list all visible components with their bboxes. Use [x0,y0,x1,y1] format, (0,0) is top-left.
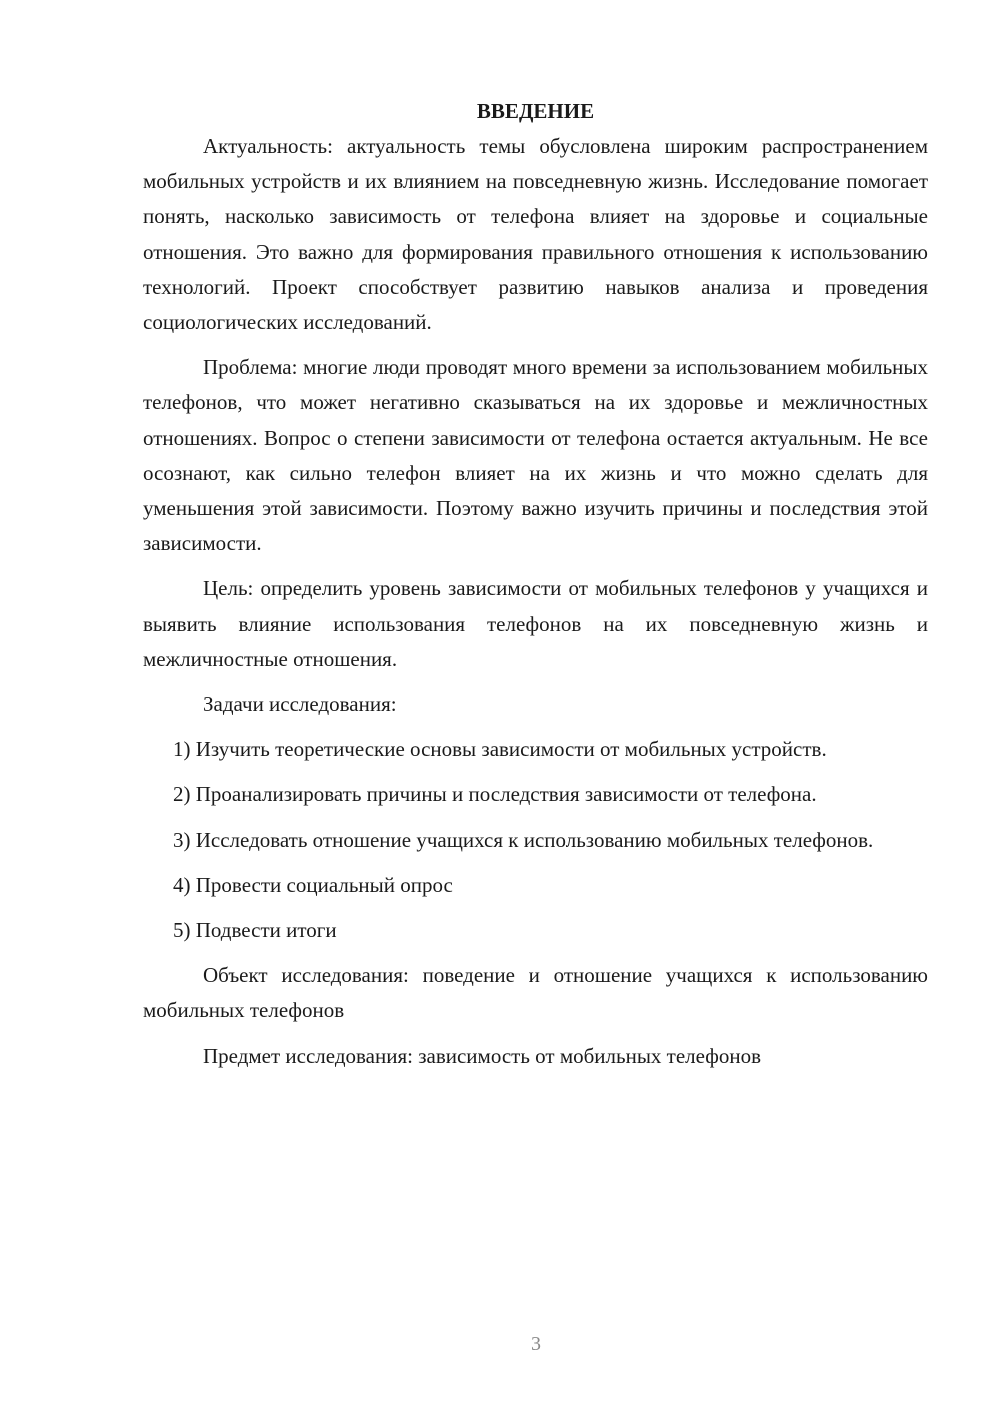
task-item: 2) Проанализировать причины и последствия зависимости от телефона. [173,782,817,807]
task-item: 5) Подвести итоги [173,918,337,943]
section-heading: ВВЕДЕНИЕ [476,99,595,123]
problem-paragraph: Проблема: многие люди проводят много времени за использованием мобильных телефонов, что может негативно сказываться на их здоровье и межличностных отношениях. Вопрос о степени зависимости от телефона остается актуальным. Не все осознают, как сильно телефон влияет на их жизнь и что можно сделать для уменьшения этой зависимости. Поэтому важно изучить причины и последствия этой зависимости. [143,355,928,556]
relevance-paragraph: Актуальность: актуальность темы обусловлена широким распространением мобильных устройств и их влиянием на повседневную жизнь. Исследование помогает понять, насколько зависимость от телефона влияет на здоровье и социальные отношения. Это важно для формирования правильного отношения к использованию технологий. Проект способствует развитию навыков анализа и проведения социологических исследований. [143,134,928,335]
page-number: 3 [531,1333,541,1355]
task-item: 4) Провести социальный опрос [173,872,453,897]
subject-paragraph: Предмет исследования: зависимость от мобильных телефонов [203,1043,761,1068]
object-paragraph: Объект исследования: поведение и отношение учащихся к использованию мобильных телефонов [143,963,928,1023]
task-item: 3) Исследовать отношение учащихся к использованию мобильных телефонов. [173,827,874,852]
tasks-title: Задачи исследования: [203,692,397,717]
tasks-list [143,732,928,948]
task-item: 1) Изучить теоретические основы зависимости от мобильных устройств. [173,737,827,762]
page-content [143,94,928,1084]
goal-paragraph: Цель: определить уровень зависимости от мобильных телефонов у учащихся и выявить влияние использования телефонов на их повседневную жизнь и межличностные отношения. [143,576,928,671]
